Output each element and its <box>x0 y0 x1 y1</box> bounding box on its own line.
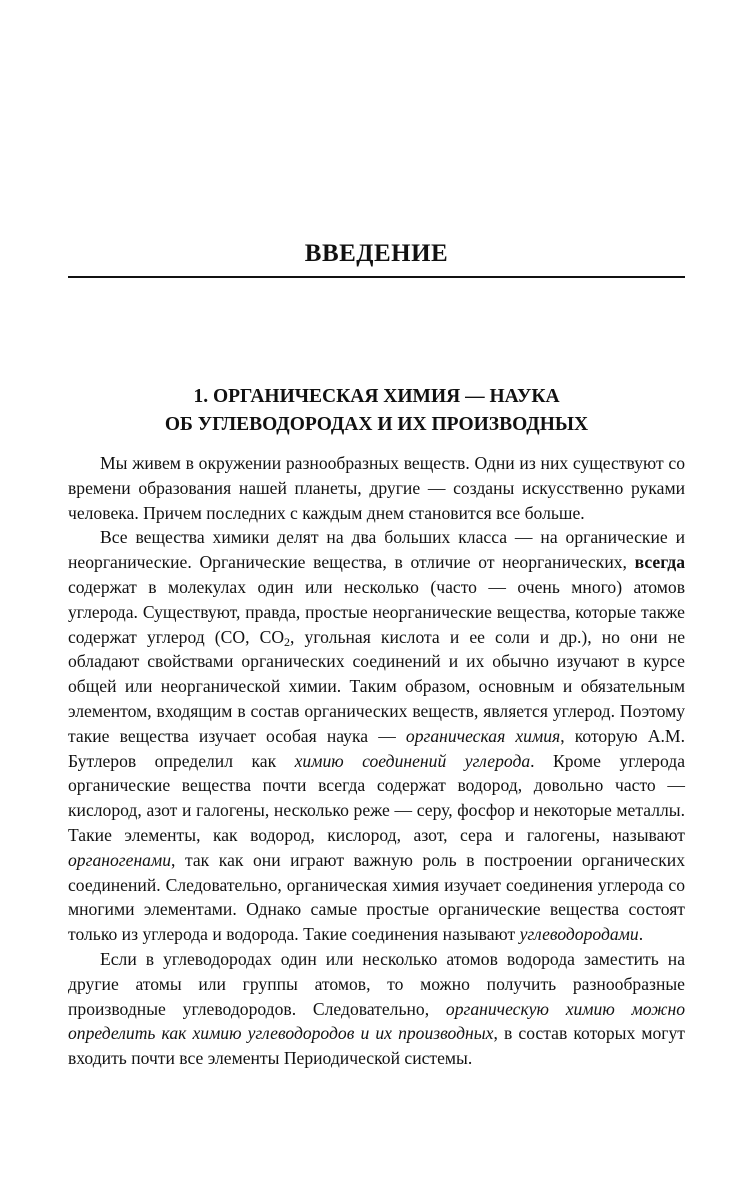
paragraph-2-text-f: , так как они играют важную роль в построении органических соединений. Следовательно, органическая химия изучает соединения углерода со многими элементами. Однако самые простые органические вещества состоят только из углерода и водорода. Такие соединения называют <box>68 849 685 945</box>
paragraph-2-text-c: , угольная кислота и ее соли и др.), но они не обладают свойствами органических соединений и их обычно изучают в курсе общей или неорганической химии. Таким образом, основным и обязательным элементом, входящим в состав органических веществ, является углерод. Поэтому такие вещества изучает особая наука — <box>68 626 685 746</box>
paragraph-2-text-a: Все вещества химики делят на два больших класса — на органические и неорганические. Органические вещества, в отличие от неорганических, <box>68 527 685 573</box>
subscript-2: 2 <box>284 634 291 649</box>
chapter-title: ВВЕДЕНИЕ <box>304 240 449 267</box>
section-title-line-1: 1. ОРГАНИЧЕСКАЯ ХИМИЯ — НАУКА <box>193 386 560 407</box>
section-title-line-2: ОБ УГЛЕВОДОРОДАХ И ИХ ПРОИЗВОДНЫХ <box>164 414 589 435</box>
paragraph-2-text-e: . Кроме углерода органические вещества почти всегда содержат водород, довольно часто — кислород, азот и галогены, несколько реже — серу, фосфор и некоторые металлы. Такие элементы, как водород, кислород, азот, сера и галогены, называют <box>68 750 685 845</box>
section-title <box>68 383 685 439</box>
term-carbon-compounds: химию соединений углерода <box>294 750 531 771</box>
paragraph-2-text-d: , которую А.М. Бутлеров определил как <box>68 725 685 771</box>
paragraph-3-text-b: , в состав которых могут входить почти все элементы Периодической системы. <box>68 1023 685 1069</box>
paragraph-2 <box>68 525 685 947</box>
paragraph-3-text-a: Если в углеводородах один или несколько атомов водорода заместить на другие атомы или группы атомов, то можно получить разнообразные производные углеводородов. Следовательно, <box>68 948 685 1019</box>
body-text <box>68 451 685 1071</box>
term-organic-chemistry: органическая химия <box>405 725 561 746</box>
paragraph-1: Мы живем в окружении разнообразных веществ. Одни из них существуют со времени образования нашей планеты, другие — созданы искусственно руками человека. Причем последних с каждым днем становится все больше. <box>68 453 685 523</box>
chapter-rule <box>68 276 685 278</box>
term-hydrocarbons: углеводородами <box>519 924 639 945</box>
paragraph-2-text-g: . <box>638 924 644 945</box>
term-organogens: органогенами <box>68 849 172 870</box>
definition-organic-chemistry: органическую химию можно определить как химию углеводородов и их производных <box>68 998 685 1044</box>
emphasis-always: всегда <box>634 552 685 573</box>
paragraph-2-text-b: содержат в молекулах один или несколько (часто — очень много) атомов углерода. Существуют, правда, простые неорганические вещества, которые также содержат углерод (CO, CO <box>68 576 685 647</box>
paragraph-3 <box>68 947 685 1071</box>
